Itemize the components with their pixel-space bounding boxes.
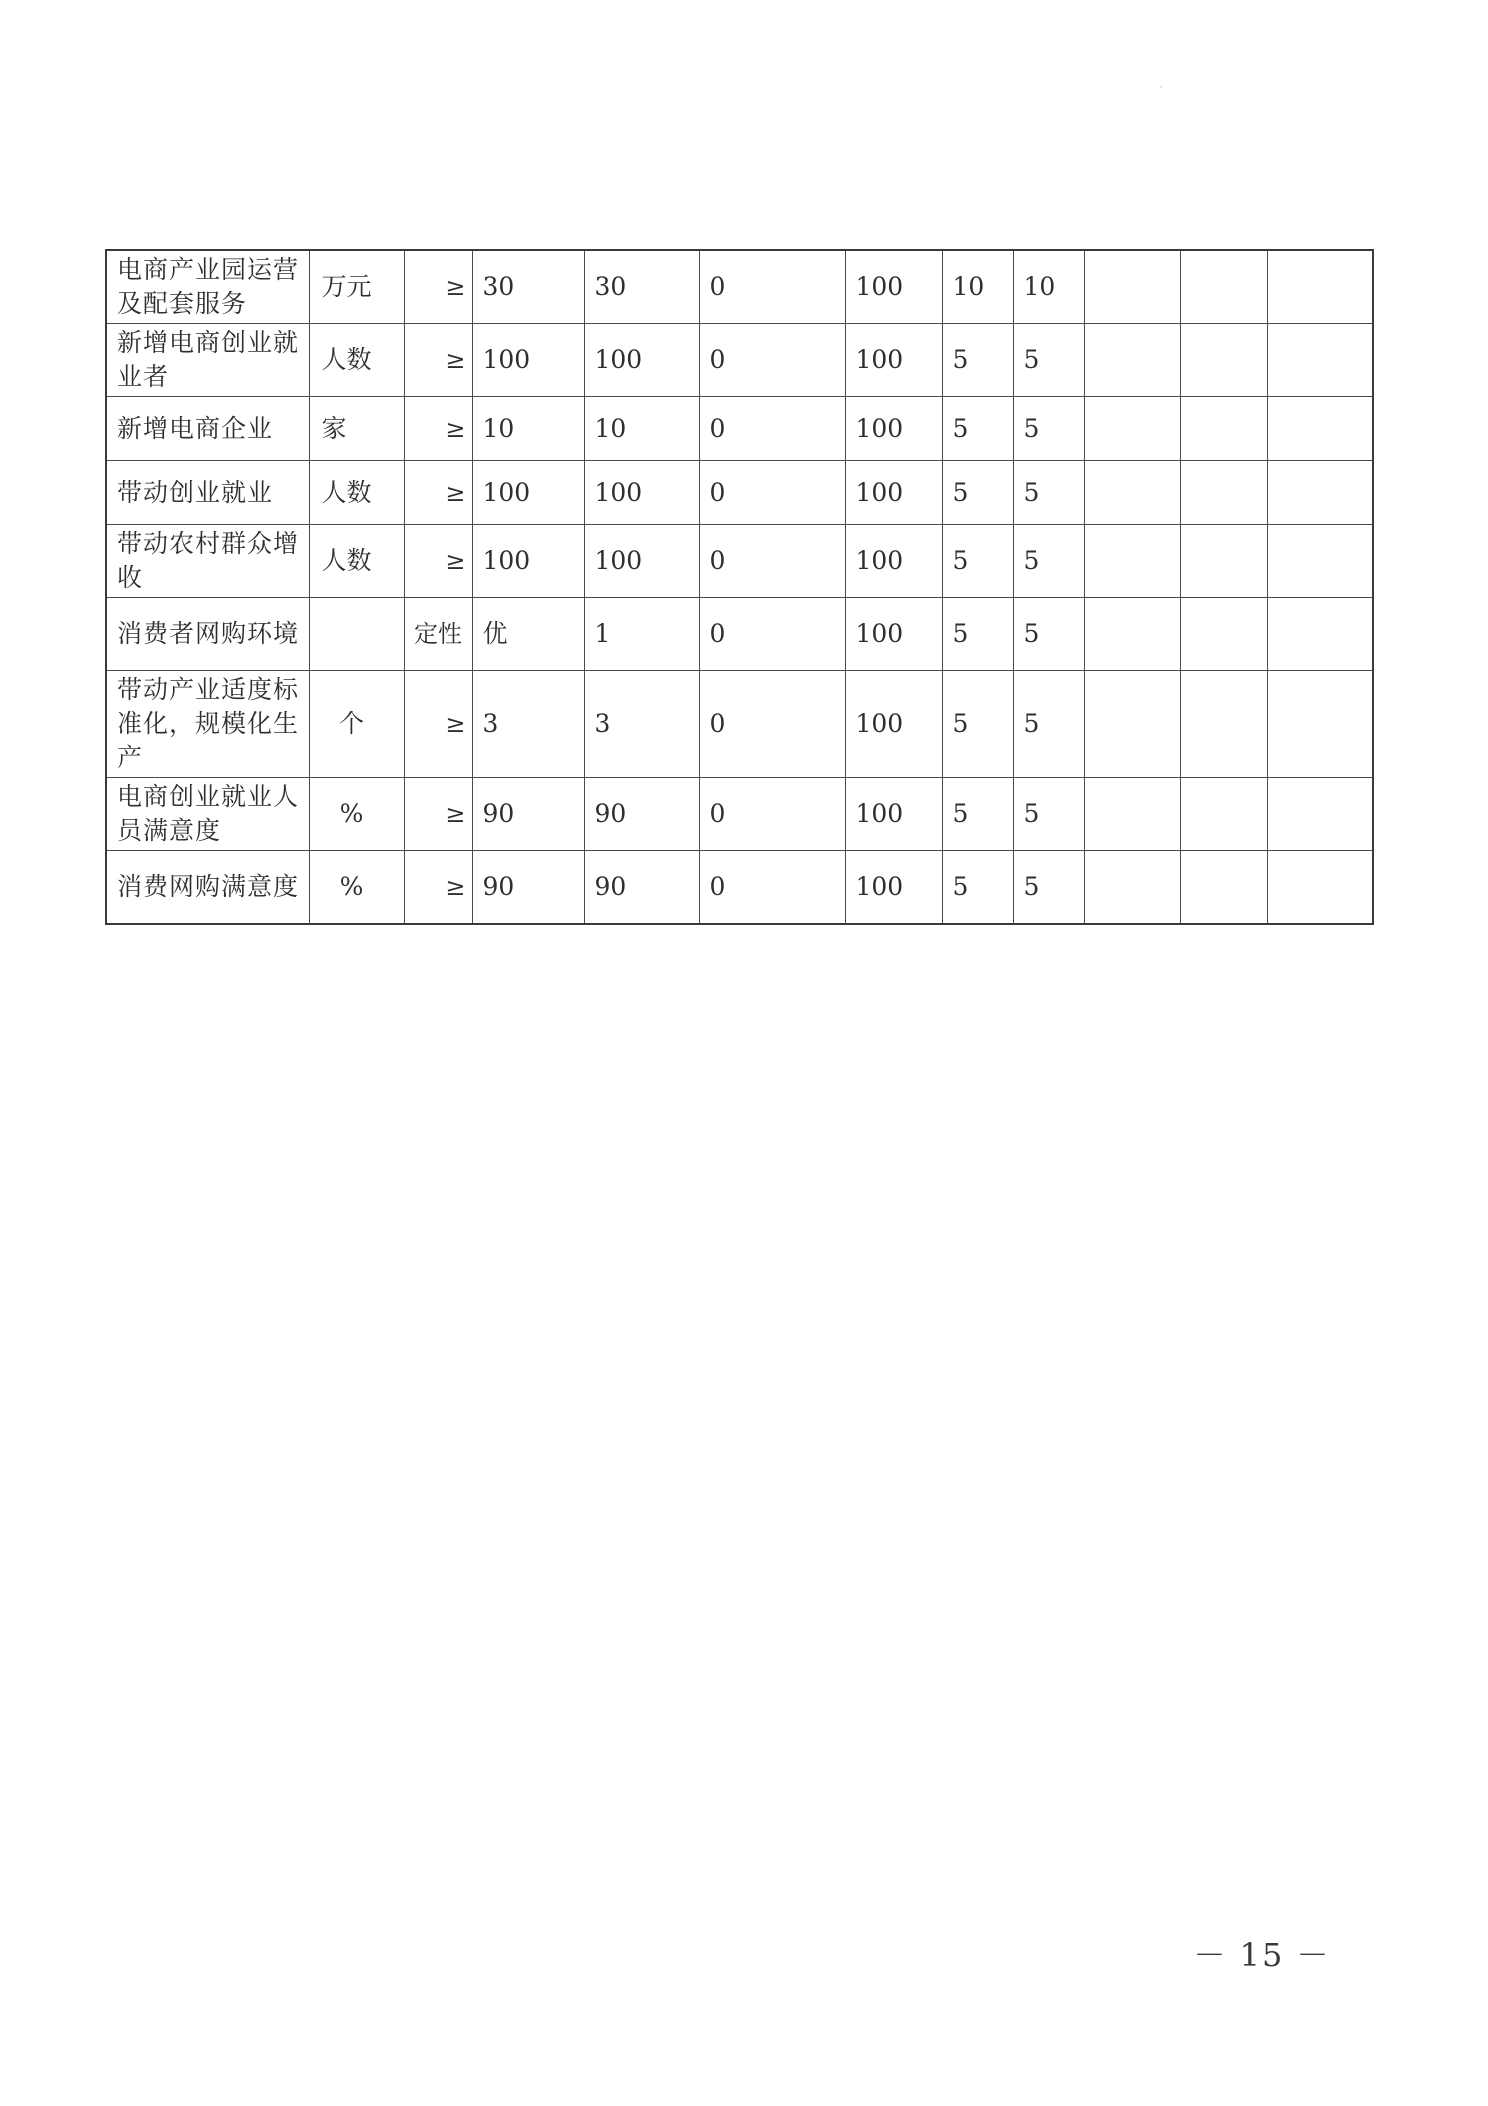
indicator-value-7 (1267, 671, 1373, 778)
indicator-value-6 (1180, 250, 1267, 324)
indicator-name: 带动创业就业 (106, 461, 309, 525)
indicator-operator: ≥ (404, 525, 472, 598)
indicator-value-4: 5 (1013, 671, 1084, 778)
indicator-value-1: 0 (699, 324, 845, 397)
indicator-value-5 (1084, 525, 1180, 598)
indicator-unit (309, 598, 404, 671)
table-row (106, 778, 1373, 851)
indicator-unit: 家 (309, 397, 404, 461)
indicator-value-4: 5 (1013, 851, 1084, 924)
indicator-value-7 (1267, 851, 1373, 924)
indicator-value-4: 10 (1013, 250, 1084, 324)
indicator-operator: ≥ (404, 671, 472, 778)
indicator-value-3: 10 (942, 250, 1013, 324)
indicator-value-6 (1180, 397, 1267, 461)
indicator-value-4: 5 (1013, 525, 1084, 598)
table-row (106, 851, 1373, 924)
indicator-value-4: 5 (1013, 598, 1084, 671)
indicator-actual: 100 (584, 525, 699, 598)
indicator-unit: 万元 (309, 250, 404, 324)
indicator-value-5 (1084, 461, 1180, 525)
indicator-value-1: 0 (699, 525, 845, 598)
indicator-target: 3 (472, 671, 584, 778)
indicator-value-1: 0 (699, 671, 845, 778)
indicator-value-6 (1180, 461, 1267, 525)
indicator-value-6 (1180, 525, 1267, 598)
indicator-name: 新增电商创业就业者 (106, 324, 309, 397)
indicator-value-5 (1084, 324, 1180, 397)
indicator-value-3: 5 (942, 397, 1013, 461)
indicator-target: 90 (472, 778, 584, 851)
indicator-value-1: 0 (699, 397, 845, 461)
indicator-value-3: 5 (942, 778, 1013, 851)
indicator-actual: 100 (584, 461, 699, 525)
indicator-unit: 人数 (309, 324, 404, 397)
indicator-name: 消费网购满意度 (106, 851, 309, 924)
indicator-value-4: 5 (1013, 461, 1084, 525)
indicator-value-2: 100 (845, 324, 942, 397)
indicator-value-1: 0 (699, 250, 845, 324)
indicator-unit: 个 (309, 671, 404, 778)
indicator-actual: 100 (584, 324, 699, 397)
indicator-actual: 30 (584, 250, 699, 324)
indicator-target: 100 (472, 461, 584, 525)
indicator-actual: 3 (584, 671, 699, 778)
indicator-target: 10 (472, 397, 584, 461)
scan-speck (1160, 86, 1162, 88)
indicator-value-7 (1267, 525, 1373, 598)
indicator-value-3: 5 (942, 671, 1013, 778)
indicator-value-7 (1267, 598, 1373, 671)
indicator-actual: 1 (584, 598, 699, 671)
indicator-value-6 (1180, 671, 1267, 778)
indicator-value-3: 5 (942, 461, 1013, 525)
indicator-operator: ≥ (404, 250, 472, 324)
indicator-name: 带动产业适度标准化，规模化生产 (106, 671, 309, 778)
indicator-value-3: 5 (942, 324, 1013, 397)
indicator-value-3: 5 (942, 851, 1013, 924)
indicator-value-2: 100 (845, 671, 942, 778)
indicator-value-3: 5 (942, 525, 1013, 598)
table-row (106, 324, 1373, 397)
page-number: － 15 － (1193, 1936, 1331, 1974)
indicator-value-1: 0 (699, 461, 845, 525)
indicator-value-7 (1267, 397, 1373, 461)
indicator-name: 电商创业就业人员满意度 (106, 778, 309, 851)
indicator-value-7 (1267, 250, 1373, 324)
table-row (106, 671, 1373, 778)
indicator-value-5 (1084, 778, 1180, 851)
indicator-value-2: 100 (845, 250, 942, 324)
indicator-value-1: 0 (699, 778, 845, 851)
indicator-operator: ≥ (404, 324, 472, 397)
indicator-value-4: 5 (1013, 397, 1084, 461)
indicator-target: 优 (472, 598, 584, 671)
table-row (106, 525, 1373, 598)
table-row (106, 461, 1373, 525)
table-row (106, 250, 1373, 324)
indicator-value-2: 100 (845, 598, 942, 671)
indicator-value-7 (1267, 778, 1373, 851)
indicator-value-1: 0 (699, 851, 845, 924)
indicator-value-5 (1084, 250, 1180, 324)
indicator-value-2: 100 (845, 461, 942, 525)
performance-table-container (105, 249, 1372, 925)
indicator-name: 带动农村群众增收 (106, 525, 309, 598)
indicator-value-2: 100 (845, 397, 942, 461)
indicator-target: 100 (472, 525, 584, 598)
indicator-actual: 10 (584, 397, 699, 461)
indicator-value-5 (1084, 671, 1180, 778)
indicator-value-6 (1180, 598, 1267, 671)
indicator-target: 100 (472, 324, 584, 397)
indicator-value-5 (1084, 598, 1180, 671)
indicator-value-7 (1267, 324, 1373, 397)
indicator-unit: 人数 (309, 525, 404, 598)
indicator-operator: ≥ (404, 461, 472, 525)
indicator-name: 电商产业园运营及配套服务 (106, 250, 309, 324)
indicator-operator: ≥ (404, 851, 472, 924)
indicator-actual: 90 (584, 778, 699, 851)
indicator-value-3: 5 (942, 598, 1013, 671)
indicator-operator: ≥ (404, 397, 472, 461)
indicator-value-2: 100 (845, 525, 942, 598)
indicator-value-7 (1267, 461, 1373, 525)
indicator-operator: 定性 (404, 598, 472, 671)
indicator-value-6 (1180, 778, 1267, 851)
indicator-value-4: 5 (1013, 778, 1084, 851)
indicator-value-4: 5 (1013, 324, 1084, 397)
indicator-actual: 90 (584, 851, 699, 924)
indicator-unit: % (309, 851, 404, 924)
indicator-value-6 (1180, 851, 1267, 924)
indicator-value-5 (1084, 851, 1180, 924)
indicator-value-2: 100 (845, 778, 942, 851)
indicator-value-2: 100 (845, 851, 942, 924)
performance-indicator-table (105, 249, 1374, 925)
indicator-name: 消费者网购环境 (106, 598, 309, 671)
table-row (106, 397, 1373, 461)
indicator-unit: % (309, 778, 404, 851)
indicator-value-1: 0 (699, 598, 845, 671)
indicator-target: 30 (472, 250, 584, 324)
table-row (106, 598, 1373, 671)
indicator-operator: ≥ (404, 778, 472, 851)
indicator-value-5 (1084, 397, 1180, 461)
indicator-name: 新增电商企业 (106, 397, 309, 461)
indicator-target: 90 (472, 851, 584, 924)
indicator-value-6 (1180, 324, 1267, 397)
indicator-unit: 人数 (309, 461, 404, 525)
